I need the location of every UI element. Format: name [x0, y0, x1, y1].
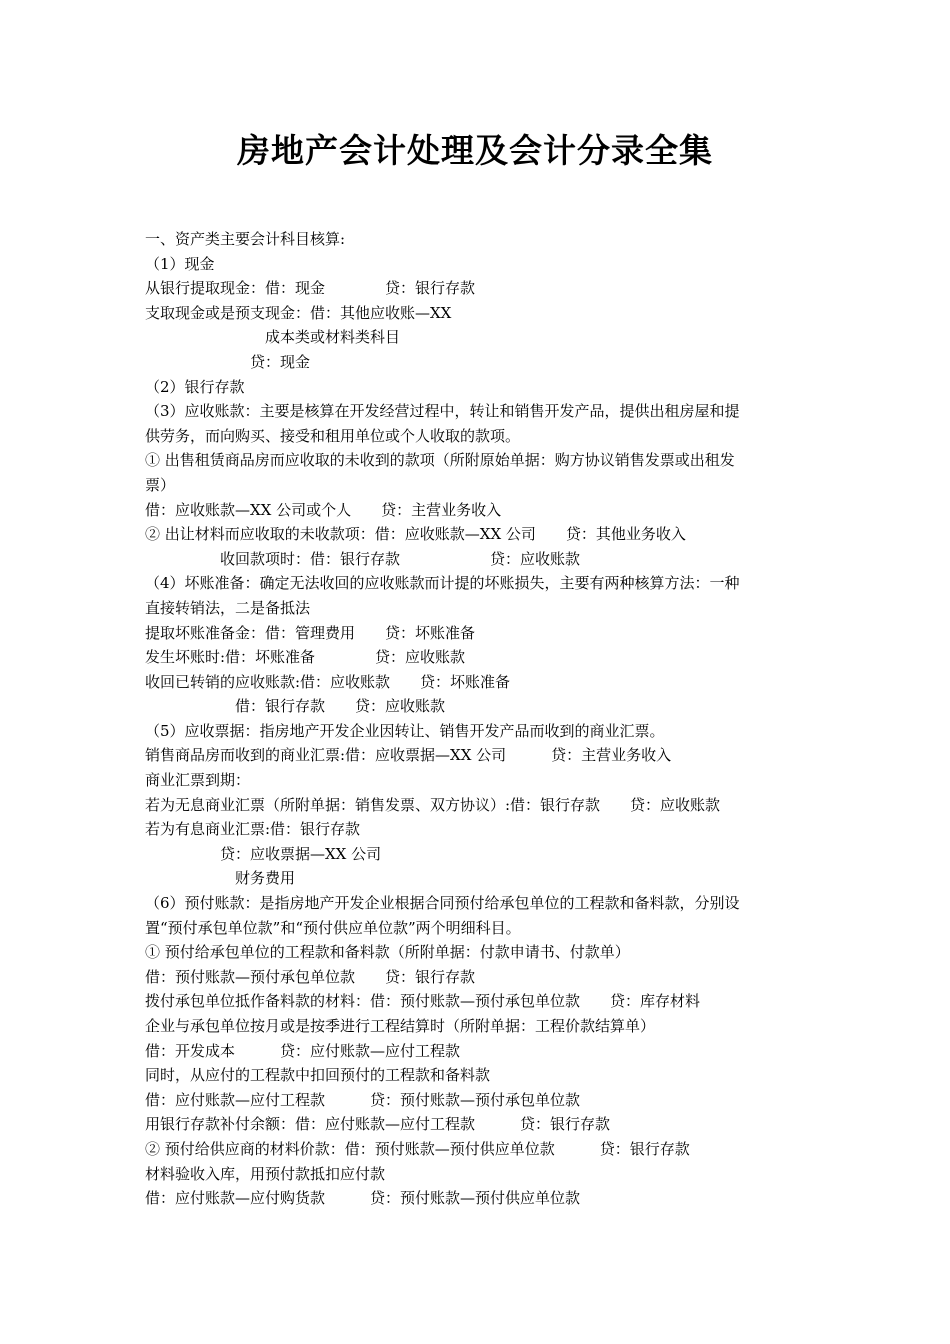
text-line: 企业与承包单位按月或是按季进行工程结算时（所附单据：工程价款结算单）: [145, 1017, 656, 1035]
text-line: 收回已转销的应收账款:借：应收账款 贷：坏账准备: [145, 672, 511, 691]
text-line: 借：应收账款—XX 公司或个人 贷：主营业务收入: [145, 500, 502, 519]
text-line: 一、资产类主要会计科目核算:: [145, 230, 346, 248]
text-line: （6）预付账款：是指房地产开发企业根据合同预付给承包单位的工程款和备料款，分别设: [145, 894, 740, 913]
text-line: （4）坏账准备：确定无法收回的应收账款而计提的坏账损失，主要有两种核算方法：一种: [145, 574, 740, 593]
document-body: [145, 227, 815, 1211]
text-line: 若为有息商业汇票:借：银行存款: [145, 820, 361, 839]
text-line: （5）应收票据：指房地产开发企业因转让、销售开发产品而收到的商业汇票。: [145, 721, 665, 740]
text-line: 用银行存款补付余额：借：应付账款—应付工程款 贷：银行存款: [145, 1115, 611, 1134]
text-line: 材料验收入库，用预付款抵扣应付款: [145, 1164, 386, 1183]
text-line: ① 预付给承包单位的工程款和备料款（所附单据：付款申请书、付款单）: [145, 943, 630, 962]
text-line: 发生坏账时:借：坏账准备 贷：应收账款: [145, 648, 466, 667]
text-line: 借：应付账款—应付工程款 贷：预付账款—预付承包单位款: [145, 1090, 581, 1109]
text-line: 借：银行存款 贷：应收账款: [145, 697, 446, 716]
text-line: 贷：应收票据—XX 公司: [145, 844, 382, 863]
text-line: 直接转销法，二是备抵法: [145, 598, 311, 617]
text-line: 支取现金或是预支现金：借：其他应收账—XX: [145, 303, 452, 322]
text-line: 借：预付账款—预付承包单位款 贷：银行存款: [145, 967, 476, 986]
text-line: 商业汇票到期：: [145, 771, 251, 790]
text-line: 收回款项时：借：银行存款 贷：应收账款: [145, 549, 581, 568]
text-line: 借：应付账款—应付购货款 贷：预付账款—预付供应单位款: [145, 1189, 581, 1208]
text-line: 成本类或材料类科目: [145, 328, 401, 347]
text-line: 财务费用: [145, 869, 296, 888]
text-line: ② 出让材料而应收取的未收款项：借：应收账款—XX 公司 贷：其他业务收入: [145, 525, 686, 544]
text-line: 同时，从应付的工程款中扣回预付的工程款和备料款: [145, 1066, 491, 1085]
text-line: 置“预付承包单位款”和“预付供应单位款”两个明细科目。: [145, 918, 521, 937]
text-line: ② 预付给供应商的材料价款：借：预付账款—预付供应单位款 贷：银行存款: [145, 1139, 690, 1158]
text-line: （1）现金: [145, 254, 215, 273]
text-line: 拨付承包单位抵作备料款的材料：借：预付账款—预付承包单位款 贷：库存材料: [145, 992, 701, 1011]
text-line: （2）银行存款: [145, 377, 245, 396]
text-line: 从银行提取现金：借：现金 贷：银行存款: [145, 279, 476, 298]
text-line: 若为无息商业汇票（所附单据：销售发票、双方协议）:借：银行存款 贷：应收账款: [145, 795, 721, 814]
text-line: （3）应收账款：主要是核算在开发经营过程中，转让和销售开发产品，提供出租房屋和提: [145, 402, 740, 421]
text-line: 提取坏账准备金：借：管理费用 贷：坏账准备: [145, 623, 476, 642]
text-line: 借：开发成本 贷：应付账款—应付工程款: [145, 1041, 461, 1060]
text-line: ① 出售租赁商品房而应收取的未收到的款项（所附原始单据：购方协议销售发票或出租发: [145, 451, 735, 470]
text-line: 票）: [145, 475, 176, 494]
text-line: 销售商品房而收到的商业汇票:借：应收票据—XX 公司 贷：主营业务收入: [145, 746, 672, 765]
text-line: 贷：现金: [145, 352, 311, 371]
text-line: 供劳务，而向购买、接受和租用单位或个人收取的款项。: [145, 426, 521, 445]
document-title: 房地产会计处理及会计分录全集: [237, 131, 713, 170]
